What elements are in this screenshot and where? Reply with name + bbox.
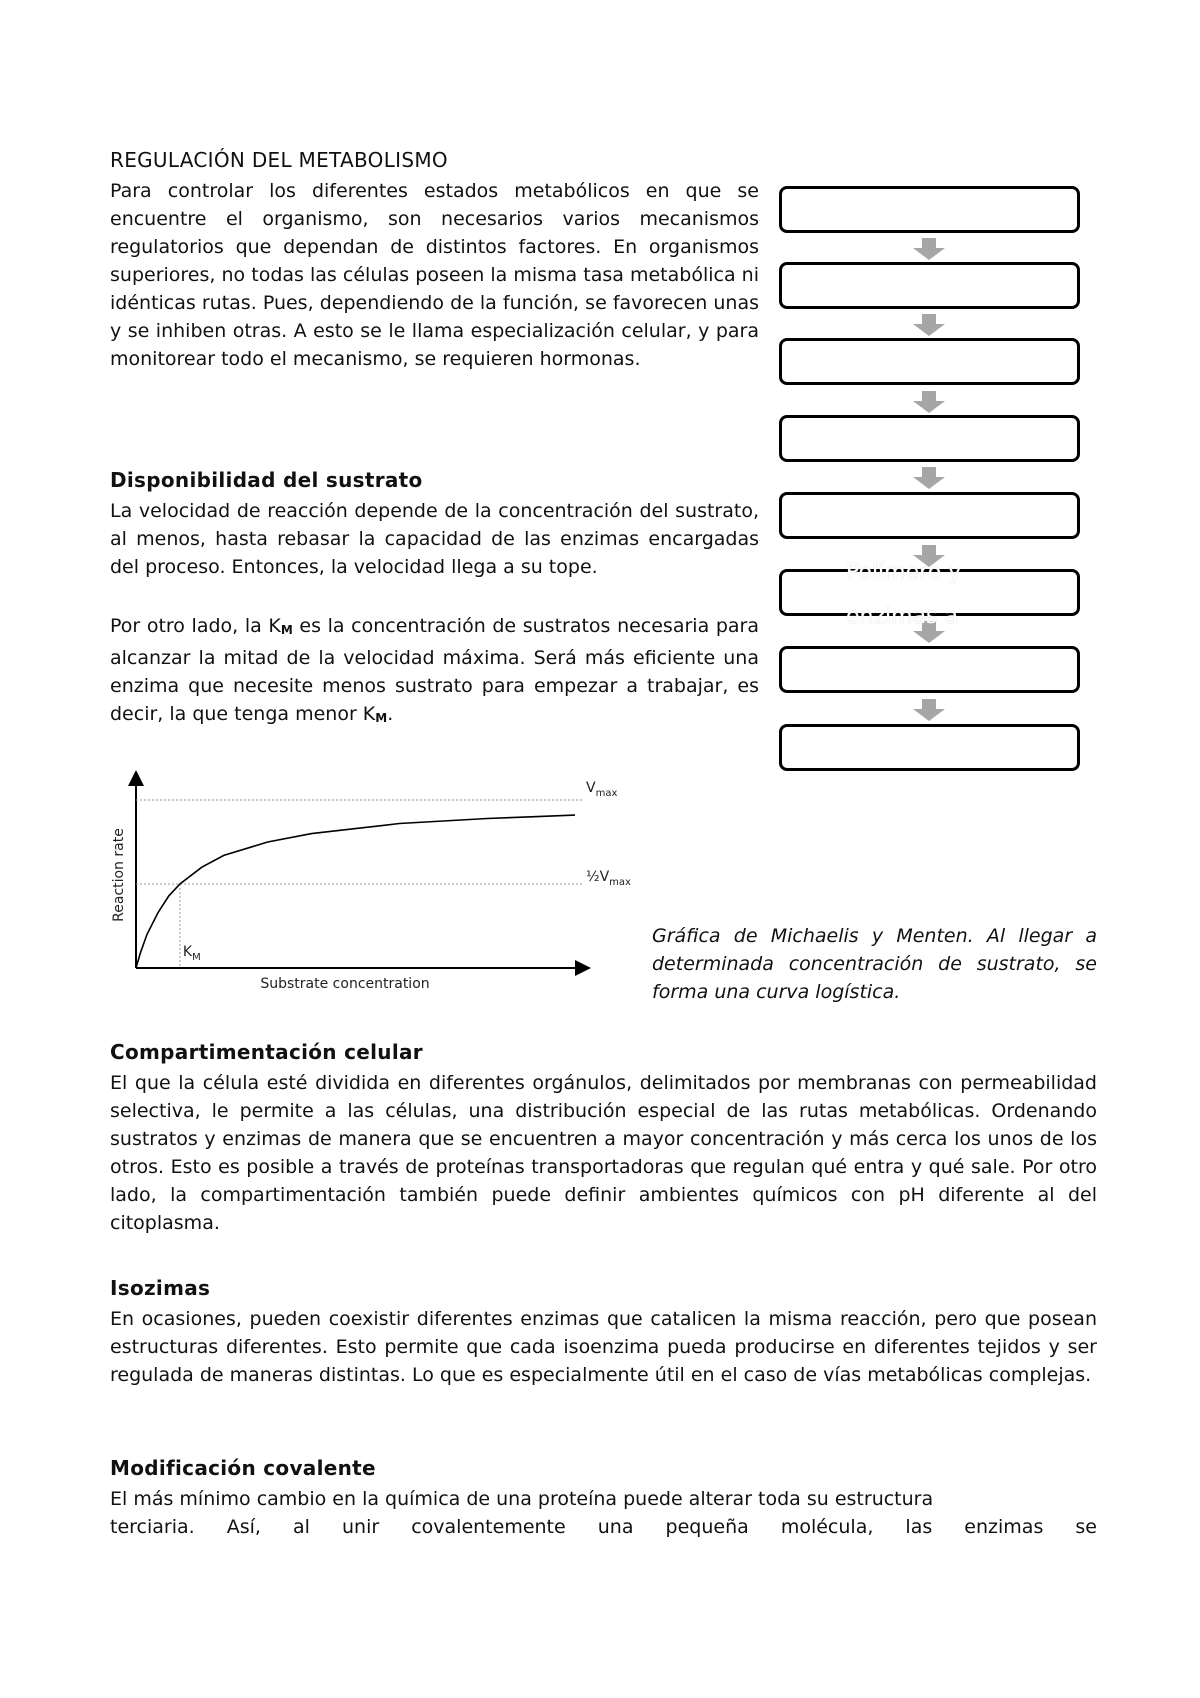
figure-caption: Gráfica de Michaelis y Menten. Al llegar a determinada concentración de sustrato, se forma una curva logística.: [652, 925, 1097, 1003]
flow-box: [779, 415, 1080, 462]
vmax-label: $V_{max}$: [586, 780, 618, 799]
section-paragraph-line: El más mínimo cambio en la química de una proteína puede alterar toda su estructura: [110, 1488, 934, 1510]
flow-box: [779, 186, 1080, 233]
section-heading: Isozimas: [110, 1276, 211, 1300]
down-arrow-icon: [913, 699, 945, 721]
down-arrow-icon: [913, 238, 945, 260]
section-heading: Modificación covalente: [110, 1456, 376, 1480]
section-paragraph: Por otro lado, la $K_M$ es la concentración de sustratos necesaria para alcanzar la mitad de la velocidad máxima. Será más eficiente una enzima que necesite menos sustrato para empezar a trabajar, es decir, la que tenga menor $K_M$.: [110, 615, 759, 725]
data-series-line: [136, 815, 575, 968]
flow-box: [779, 724, 1080, 771]
flow-box: [779, 262, 1080, 309]
y-axis-label: Reaction rate: [111, 828, 127, 922]
michaelis-menten-chart: [105, 770, 645, 995]
flow-ghost-text: Polímero y: [846, 560, 962, 585]
flow-ghost-text: enzimas a: [846, 604, 958, 629]
section-heading: Compartimentación celular: [110, 1040, 423, 1064]
half-vmax-label: $\frac{1}{2}V_{max}$: [586, 869, 631, 888]
down-arrow-icon: [913, 314, 945, 336]
km-label: $K_M$: [182, 944, 201, 963]
section-paragraph: El que la célula esté dividida en diferentes orgánulos, delimitados por membranas con permeabilidad selectiva, le permite a las células, una distribución especial de las rutas metabólicas. Ordenando sustratos y enzimas de manera que se encuentren a mayor concentración y más cerca los unos de los otros. Esto es posible a través de proteínas transportadoras que regulan qué entra y qué sale. Por otro lado, la compartimentación también puede definir ambientes químicos con pH diferente al del citoplasma.: [110, 1072, 1097, 1234]
x-axis-label: Substrate concentration: [260, 976, 430, 992]
page-title: REGULACIÓN DEL METABOLISMO: [110, 148, 448, 172]
section-paragraph-line: terciaria. Así, al unir covalentemente una pequeña molécula, las enzimas se: [110, 1516, 1097, 1538]
section-paragraph: En ocasiones, pueden coexistir diferentes enzimas que catalicen la misma reacción, pero que posean estructuras diferentes. Esto permite que cada isoenzima pueda producirse en diferentes tejidos y ser regulada de maneras distintas. Lo que es especialmente útil en el caso de vías metabólicas complejas.: [110, 1308, 1097, 1386]
down-arrow-icon: [913, 391, 945, 413]
intro-paragraph: Para controlar los diferentes estados metabólicos en que se encuentre el organismo, son necesarios varios mecanismos regulatorios que dependan de distintos factores. En organismos superiores, no todas las células poseen la misma tasa metabólica ni idénticas rutas. Pues, dependiendo de la función, se favorecen unas y se inhiben otras. A esto se le llama especialización celular, y para monitorear todo el mecanismo, se requieren hormonas.: [110, 180, 759, 370]
flow-box: [779, 338, 1080, 385]
flow-box: [779, 646, 1080, 693]
down-arrow-icon: [913, 467, 945, 489]
flow-box: [779, 492, 1080, 539]
section-paragraph: La velocidad de reacción depende de la concentración del sustrato, al menos, hasta rebasar la capacidad de las enzimas encargadas del proceso. Entonces, la velocidad llega a su tope.: [110, 500, 759, 578]
section-heading: Disponibilidad del sustrato: [110, 468, 423, 492]
